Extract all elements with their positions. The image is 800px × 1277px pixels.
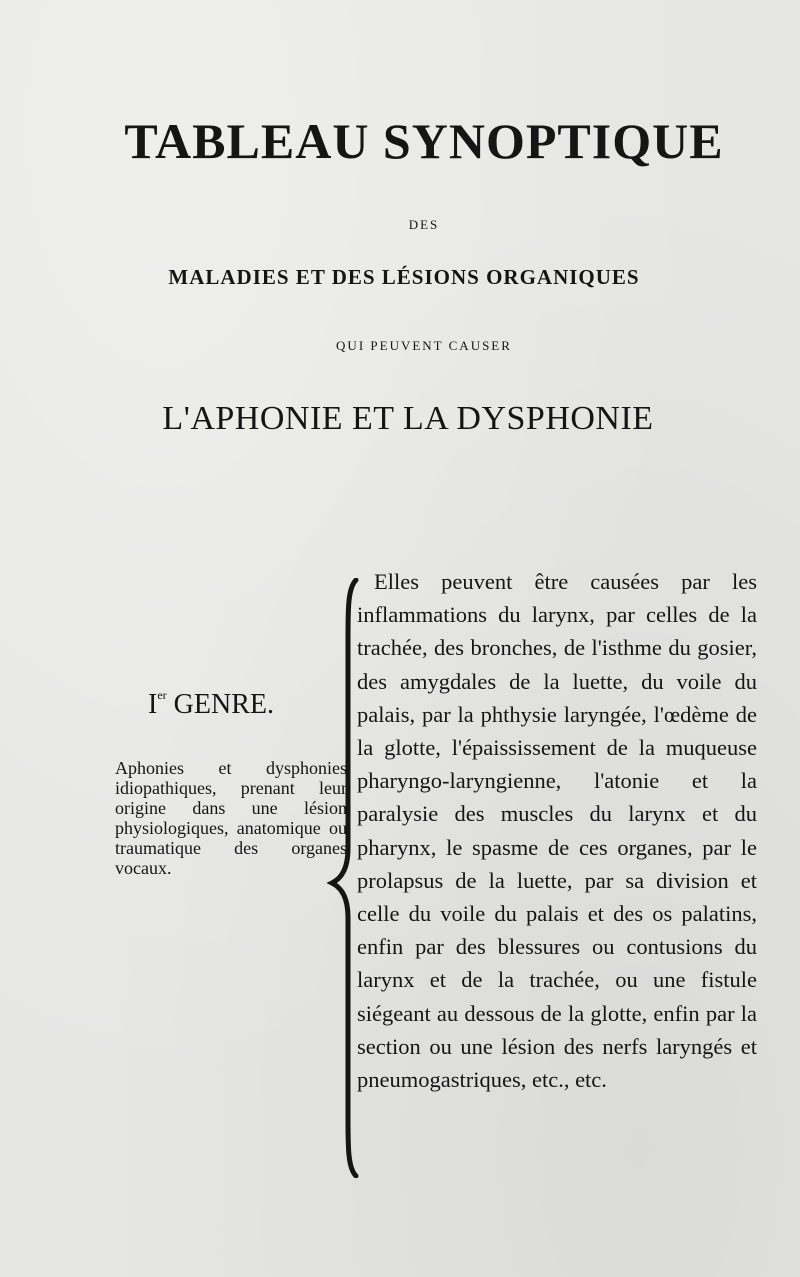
title-big: L'APHONIE ET LA DYSPHONIE xyxy=(162,400,654,437)
genre-heading xyxy=(148,688,274,721)
genre-label: GENRE. xyxy=(173,689,274,720)
title-sub: MALADIES ET DES LÉSIONS ORGANIQUES xyxy=(168,265,640,289)
title-main: TABLEAU SYNOPTIQUE xyxy=(124,113,724,169)
genre-description: Aphonies et dysphonies idiopathiques, prenant leur origine dans une lésion physiologiques, anatomique ou traumatique des organes vocaux. xyxy=(115,758,347,878)
body-text xyxy=(357,565,757,1096)
body-text-content: Elles peuvent être causées par les inflammations du larynx, par celles de la trachée, des bronches, de l'isthme du gosier, des amygdales de la luette, du voile du palais, par la phthysie laryngée, l'œdème de la glotte, l'épaississement de la muqueuse pharyngo-laryngienne, l'atonie et la paralysie des muscles du larynx et du pharynx, le spasme de ces organes, par le prolapsus de la luette, par sa division et celle du voile du palais et des os palatins, enfin par des blessures ou contusions du larynx et de la trachée, ou une fistule siégeant au dessous de la glotte, enfin par la section ou une lésion des nerfs laryngés et pneumogastriques, etc., etc. xyxy=(357,569,757,1093)
genre-sup: er xyxy=(157,688,167,702)
genre-ordinal: I xyxy=(148,689,158,720)
title-des: DES xyxy=(408,217,440,232)
title-qui: QUI PEUVENT CAUSER xyxy=(336,338,512,353)
